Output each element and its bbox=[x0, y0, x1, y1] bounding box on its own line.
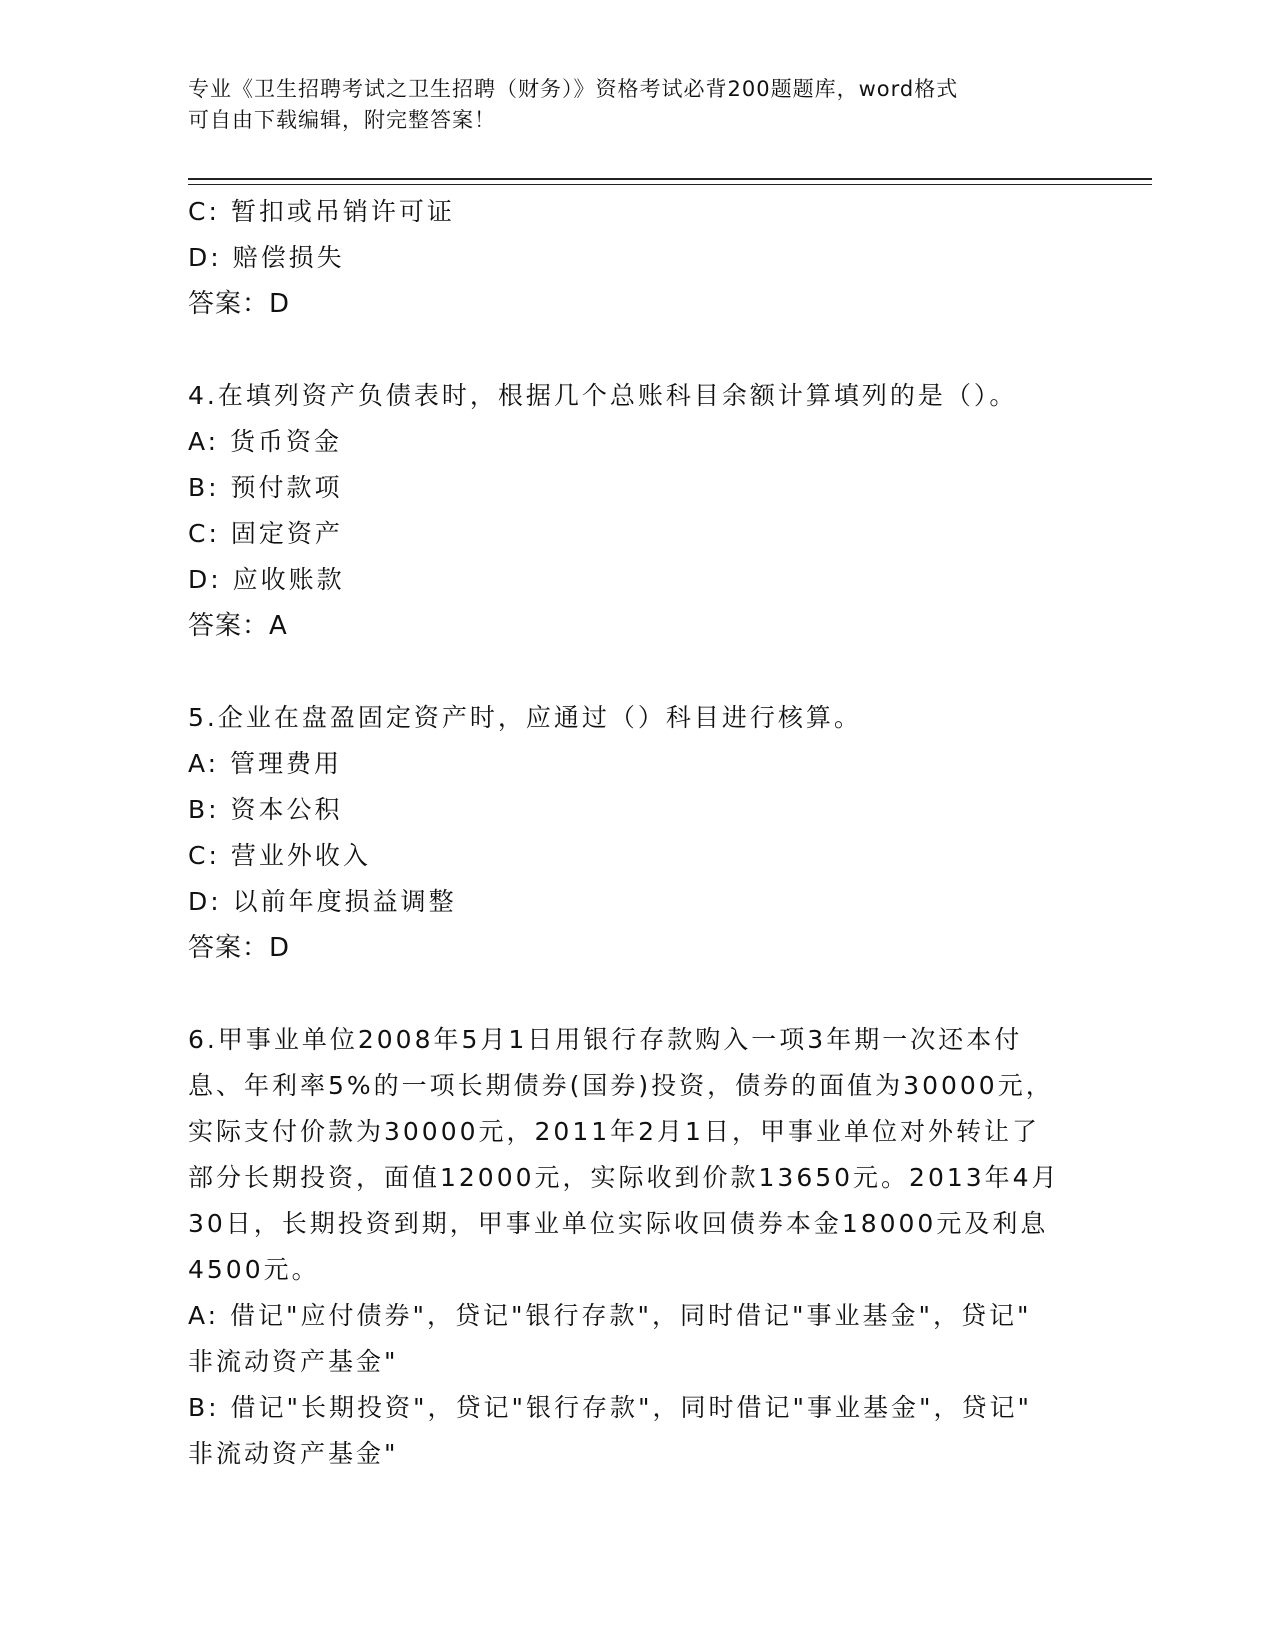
header-line-1: 专业《卫生招聘考试之卫生招聘（财务）》资格考试必背200题题库，word格式 bbox=[188, 77, 959, 101]
q6-question-line: 实际支付价款为30000元，2011年2月1日，甲事业单位对外转让了 bbox=[188, 1117, 1040, 1146]
q4-option-c: C: 固定资产 bbox=[188, 519, 343, 548]
spacer bbox=[188, 327, 1088, 373]
q5-question: 5.企业在盘盈固定资产时，应通过（）科目进行核算。 bbox=[188, 703, 862, 732]
q6-option-a-line: A: 借记"应付债券"，贷记"银行存款"，同时借记"事业基金"，贷记" bbox=[188, 1301, 1032, 1330]
q5-option-d: D: 以前年度损益调整 bbox=[188, 887, 457, 916]
q6-option-b-line: B: 借记"长期投资"，贷记"银行存款"，同时借记"事业基金"，贷记" bbox=[188, 1393, 1033, 1422]
q5-option-b: B: 资本公积 bbox=[188, 795, 343, 824]
header-divider-thin bbox=[188, 184, 1152, 185]
q6-question-line: 30日，长期投资到期，甲事业单位实际收回债券本金18000元及利息 bbox=[188, 1209, 1049, 1238]
spacer bbox=[188, 649, 1088, 695]
spacer bbox=[188, 971, 1088, 1017]
q6-question-line: 息、年利率5%的一项长期债券(国券)投资，债券的面值为30000元， bbox=[188, 1071, 1054, 1100]
q5-option-a: A: 管理费用 bbox=[188, 749, 343, 778]
q6-question-line: 部分长期投资，面值12000元，实际收到价款13650元。2013年4月 bbox=[188, 1163, 1060, 1192]
q3-answer: 答案：D bbox=[188, 289, 291, 319]
q5-option-c: C: 营业外收入 bbox=[188, 841, 371, 870]
q6-option-a-line: 非流动资产基金" bbox=[188, 1347, 399, 1376]
q4-option-b: B: 预付款项 bbox=[188, 473, 343, 502]
header-divider-thick bbox=[188, 178, 1152, 180]
q4-option-d: D: 应收账款 bbox=[188, 565, 345, 594]
q5-answer: 答案：D bbox=[188, 933, 291, 963]
header-line-2: 可自由下载编辑，附完整答案！ bbox=[188, 108, 496, 132]
q6-question-line: 4500元。 bbox=[188, 1255, 320, 1284]
document-header bbox=[188, 74, 1088, 136]
q6-question-line: 6.甲事业单位2008年5月1日用银行存款购入一项3年期一次还本付 bbox=[188, 1025, 1023, 1054]
document-body bbox=[188, 189, 1088, 1477]
q3-option-d: D: 赔偿损失 bbox=[188, 243, 345, 272]
q4-question: 4.在填列资产负债表时，根据几个总账科目余额计算填列的是（）。 bbox=[188, 381, 1018, 410]
q4-option-a: A: 货币资金 bbox=[188, 427, 343, 456]
q4-answer: 答案：A bbox=[188, 611, 288, 641]
q3-option-c: C: 暂扣或吊销许可证 bbox=[188, 197, 455, 226]
q6-option-b-line: 非流动资产基金" bbox=[188, 1439, 399, 1468]
